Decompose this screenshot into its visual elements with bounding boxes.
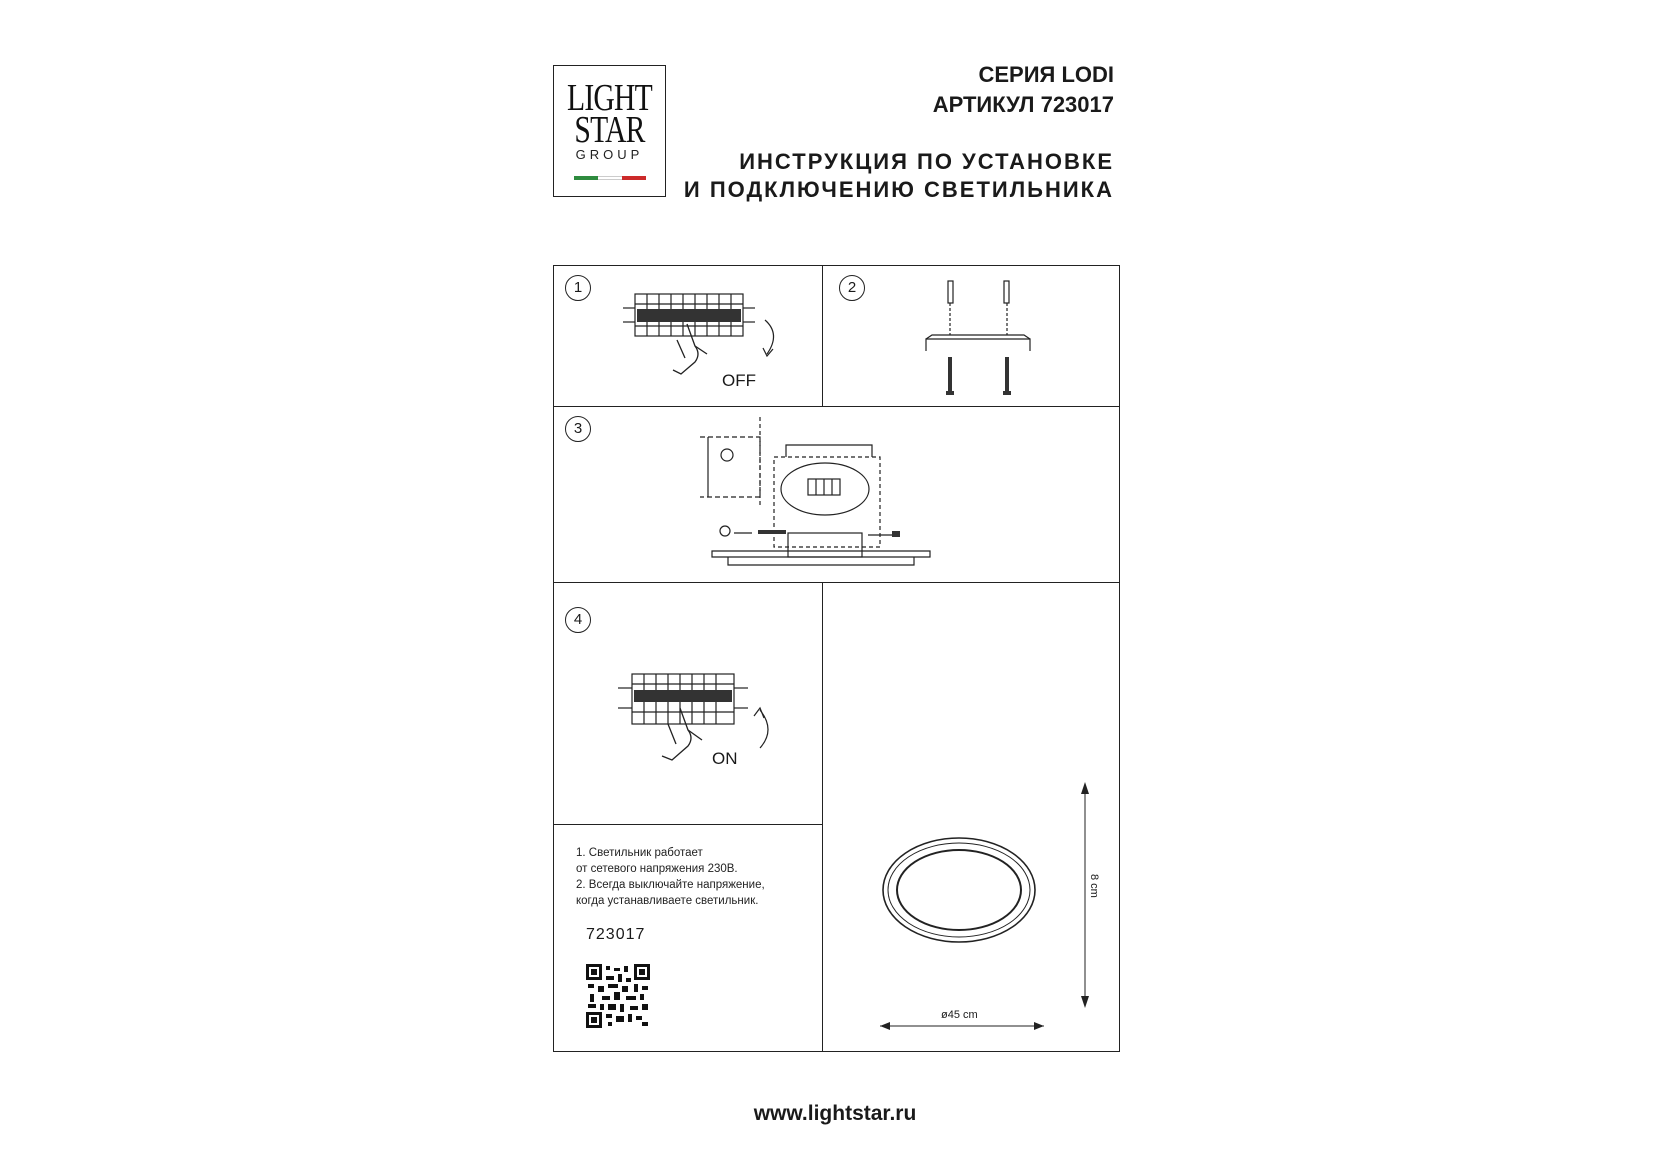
title-line-2: И ПОДКЛЮЧЕНИЮ СВЕТИЛЬНИКА (683, 177, 1114, 202)
note-line: 2. Всегда выключайте напряжение, (576, 879, 765, 891)
step-3-number: 3 (565, 416, 591, 442)
logo-line-light: LIGHT (567, 77, 652, 119)
mounting-bracket-icon (918, 275, 1038, 400)
on-label: ON (712, 749, 738, 768)
divider (822, 265, 823, 406)
lamp-ring-icon (880, 780, 1100, 1030)
note-line: от сетевого напряжения 230В. (576, 863, 738, 875)
series-header (933, 60, 1114, 120)
diameter-dimension: ø45 cm (941, 1009, 978, 1021)
step-4-number: 4 (565, 607, 591, 633)
divider (553, 582, 1120, 583)
instruction-title (684, 148, 1114, 204)
brand-logo (553, 65, 666, 197)
divider (553, 406, 1120, 407)
height-dimension: 8 cm (1088, 874, 1100, 898)
logo-line-group: GROUP (575, 147, 644, 162)
note-line: 1. Светильник работает (576, 847, 703, 859)
safety-notes (576, 845, 765, 909)
off-label: OFF (722, 371, 756, 390)
article-number: АРТИКУЛ 723017 (932, 92, 1114, 117)
step-2-number: 2 (839, 275, 865, 301)
hand-icon (673, 324, 707, 374)
divider (822, 582, 823, 1052)
wiring-icon (700, 417, 950, 572)
note-line: когда устанавливаете светильник. (576, 895, 759, 907)
screw-icon (946, 357, 1011, 395)
logo-line-star: STAR (574, 109, 645, 151)
rotate-arrow-icon (765, 320, 774, 354)
breaker-icon (615, 288, 785, 388)
step-1-number: 1 (565, 275, 591, 301)
rotate-arrow-icon (760, 710, 768, 748)
title-line-1: ИНСТРУКЦИЯ ПО УСТАНОВКЕ (739, 149, 1114, 174)
website-link[interactable]: www.lightstar.ru (753, 1102, 917, 1125)
divider (553, 824, 822, 825)
series-name: СЕРИЯ LODI (978, 62, 1114, 87)
product-sku: 723017 (586, 926, 646, 943)
breaker-icon-on (610, 668, 780, 773)
qr-code-icon (586, 964, 650, 1028)
italian-flag-icon (574, 176, 646, 180)
